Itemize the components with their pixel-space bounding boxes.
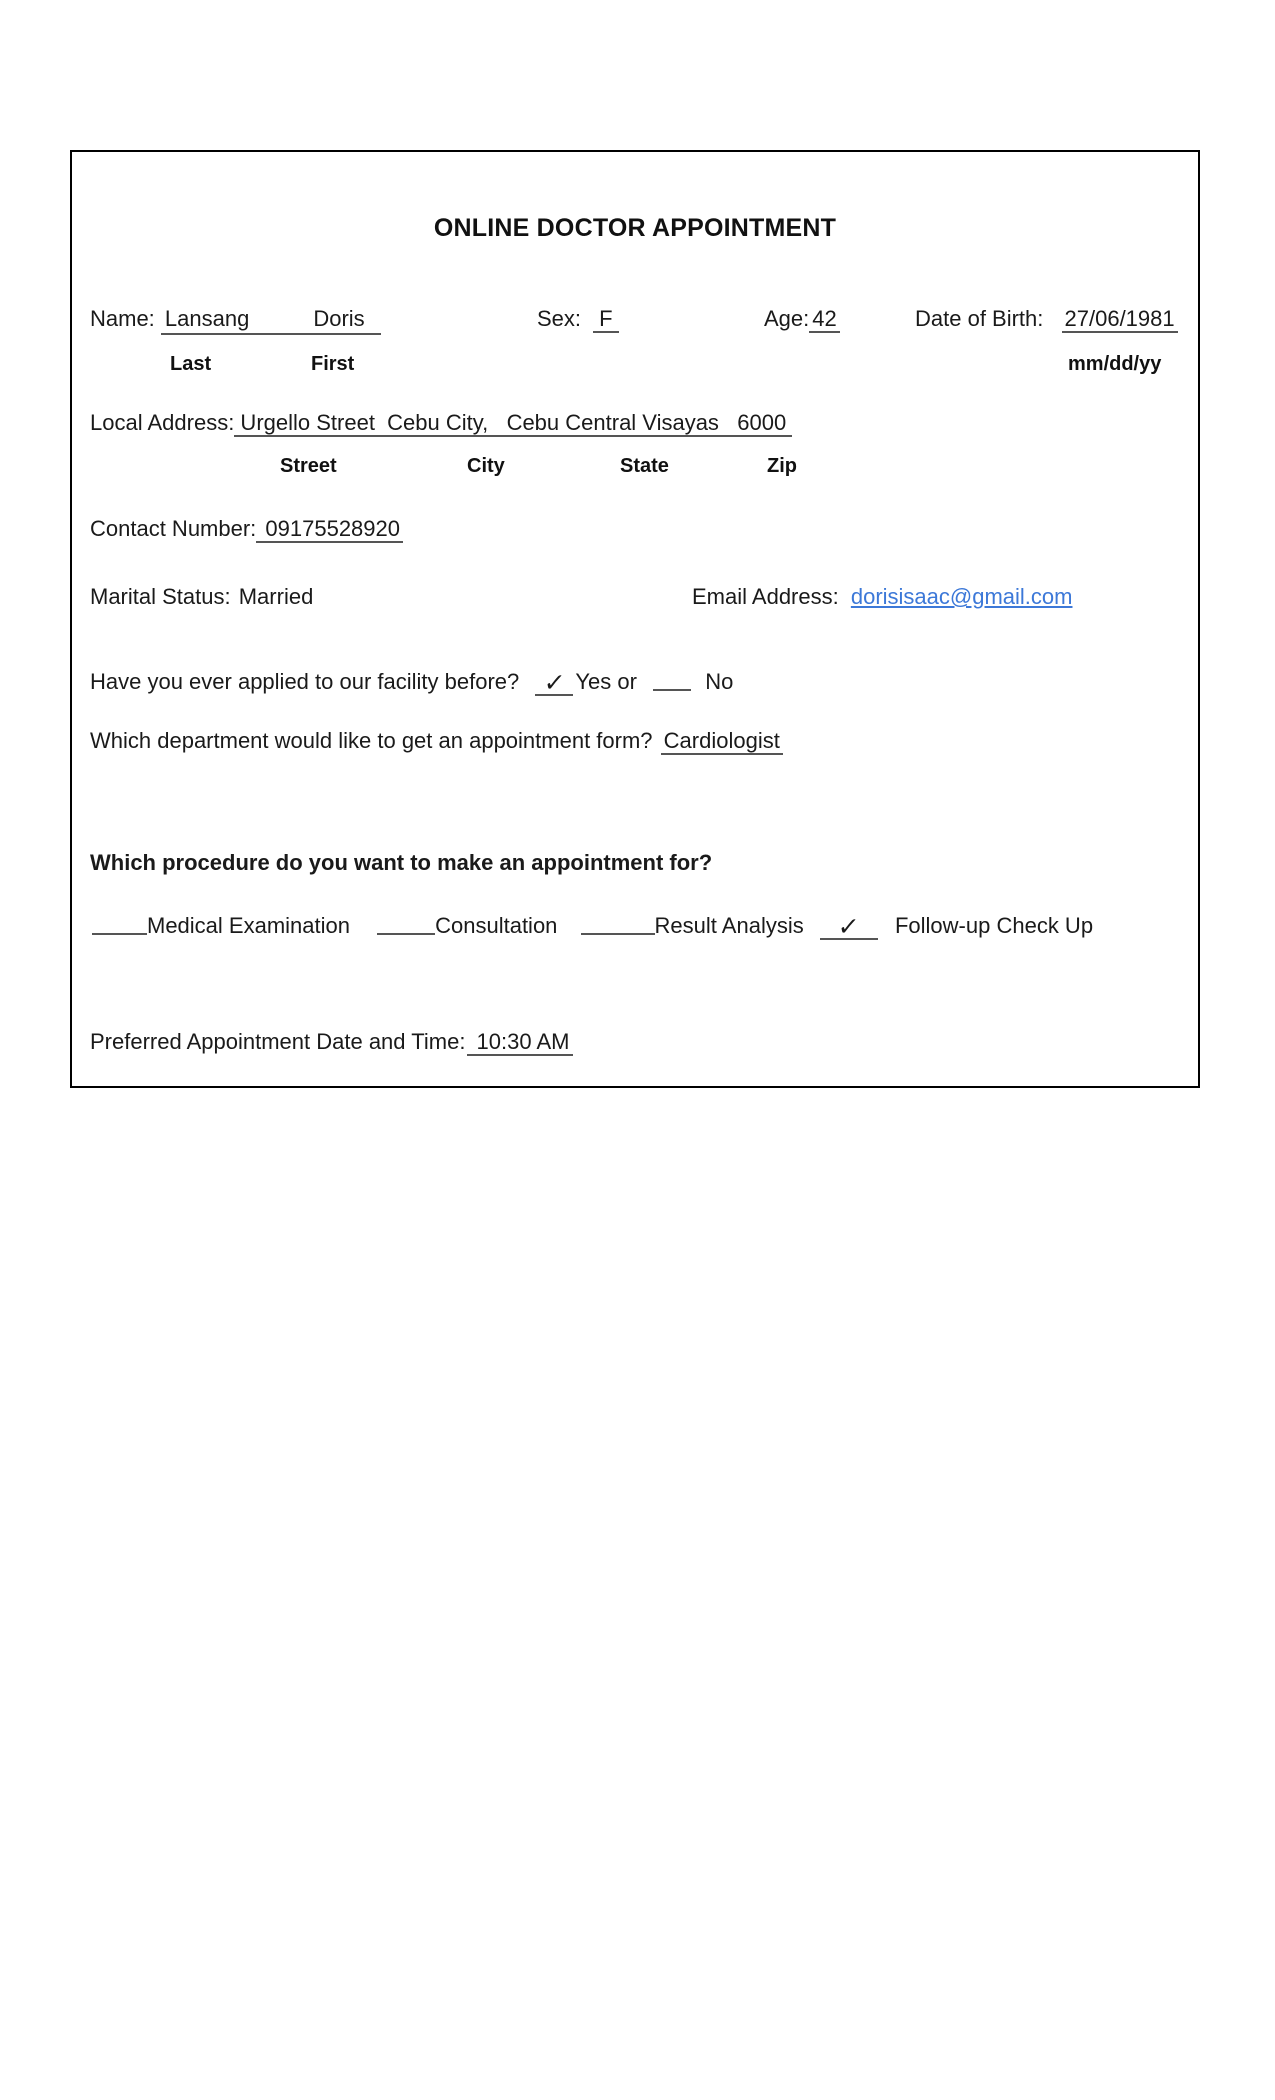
follow-up-checkmark-icon: ✓ (836, 913, 861, 941)
email-label: Email Address: (692, 584, 839, 609)
first-caption: First (311, 353, 355, 375)
city-caption: City (467, 455, 505, 477)
name-value-line (161, 305, 381, 335)
medical-examination-label: Medical Examination (147, 913, 350, 938)
yes-checkbox-blank (535, 670, 573, 696)
age-label: Age: (764, 306, 810, 331)
marital-field (90, 583, 313, 611)
last-name-value: Lansang (164, 306, 250, 331)
name-label: Name: (90, 306, 155, 331)
contact-field (90, 515, 403, 543)
email-field (692, 583, 1072, 611)
address-label: Local Address: (90, 410, 235, 435)
address-value: Urgello Street Cebu City, Cebu Central Visayas 6000 (234, 410, 792, 437)
contact-value: 09175528920 (256, 516, 403, 543)
preferred-field (90, 1028, 573, 1056)
consultation-blank (377, 909, 435, 935)
marital-label: Marital Status: (90, 584, 231, 609)
follow-up-blank (820, 914, 878, 940)
applied-question: Have you ever applied to our facility before? (90, 669, 520, 694)
sex-field (537, 305, 619, 333)
result-analysis-blank (581, 909, 655, 935)
yes-label: Yes or (575, 669, 637, 694)
state-caption: State (620, 455, 669, 477)
email-link[interactable]: dorisisaac@gmail.com (850, 584, 1073, 609)
department-field (90, 727, 783, 755)
department-value: Cardiologist (661, 728, 783, 755)
no-label: No (705, 669, 734, 694)
consultation-label: Consultation (435, 913, 558, 938)
dob-field (915, 305, 1178, 333)
yes-checkmark-icon: ✓ (542, 669, 567, 697)
address-field (90, 409, 792, 437)
no-checkbox-blank (653, 665, 691, 691)
dob-value: 27/06/1981 (1062, 306, 1178, 333)
name-field (90, 305, 381, 335)
first-name-value: Doris (313, 306, 365, 331)
street-caption: Street (280, 455, 337, 477)
medical-examination-blank (92, 909, 147, 935)
follow-up-label: Follow-up Check Up (894, 913, 1094, 938)
form-title: ONLINE DOCTOR APPOINTMENT (433, 214, 837, 242)
dob-label: Date of Birth: (915, 306, 1044, 331)
zip-caption: Zip (767, 455, 797, 477)
applied-before-field (90, 665, 733, 696)
preferred-label: Preferred Appointment Date and Time: (90, 1029, 466, 1054)
procedure-question: Which procedure do you want to make an appointment for? (90, 850, 713, 875)
age-field (764, 305, 840, 333)
last-caption: Last (170, 353, 212, 375)
procedure-options (92, 909, 1093, 940)
marital-value: Married (238, 584, 314, 609)
result-analysis-label: Result Analysis (654, 913, 804, 938)
age-value: 42 (809, 306, 839, 333)
contact-label: Contact Number: (90, 516, 257, 541)
department-question: Which department would like to get an appointment form? (90, 728, 653, 753)
appointment-form (70, 150, 1200, 1088)
preferred-value: 10:30 AM (467, 1029, 572, 1056)
sex-value: F (593, 306, 618, 333)
sex-label: Sex: (537, 306, 582, 331)
dob-format-caption: mm/dd/yy (1068, 353, 1162, 375)
